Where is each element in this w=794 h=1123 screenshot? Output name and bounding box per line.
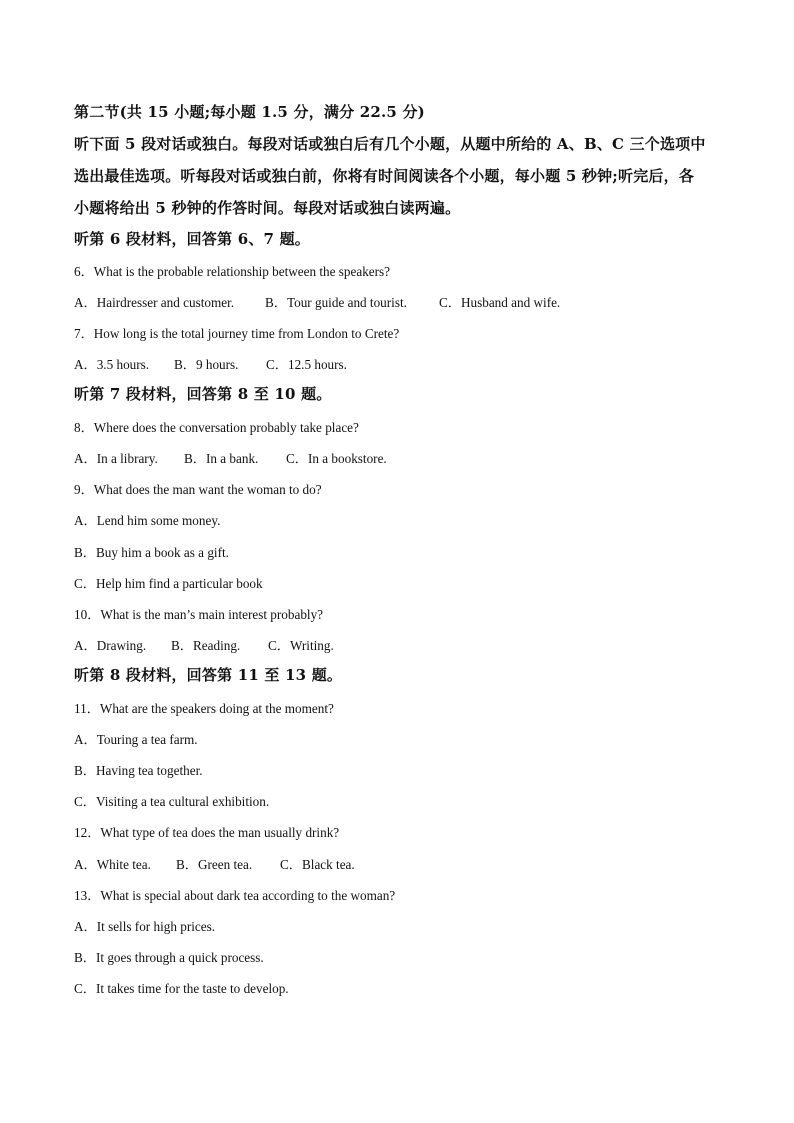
question-10-stem: 10．What is the man’s main interest probably? bbox=[74, 607, 324, 622]
question-7-option-c: C．12.5 hours. bbox=[266, 357, 347, 372]
question-8-option-b: B．In a bank. bbox=[184, 451, 259, 466]
question-8-options bbox=[74, 448, 387, 467]
question-9-stem: 9．What does the man want the woman to do? bbox=[74, 482, 322, 497]
question-6-option-a: A．Hairdresser and customer. bbox=[74, 295, 235, 310]
group-title-6: 听第 6 段材料，回答第 6、7 题。 bbox=[74, 230, 311, 248]
instructions-line-3: 小题将给出 5 秒钟的作答时间。每段对话或独白读两遍。 bbox=[74, 199, 461, 217]
question-11-option-b: B．Having tea together. bbox=[74, 763, 203, 778]
question-7-options bbox=[74, 354, 347, 373]
question-11-option-a: A．Touring a tea farm. bbox=[74, 732, 198, 747]
question-7-option-b: B．9 hours. bbox=[174, 357, 239, 372]
question-10-option-b: B．Reading. bbox=[171, 638, 241, 653]
question-6-option-c: C．Husband and wife. bbox=[439, 295, 561, 310]
section-heading: 第二节(共 15 小题;每小题 1.5 分，满分 22.5 分) bbox=[74, 103, 425, 121]
question-8-option-c: C．In a bookstore. bbox=[286, 451, 387, 466]
question-13-option-b: B．It goes through a quick process. bbox=[74, 950, 264, 965]
instructions-line-2: 选出最佳选项。听每段对话或独白前，你将有时间阅读各个小题，每小题 5 秒钟;听完后，各 bbox=[74, 167, 695, 185]
question-9-option-b: B．Buy him a book as a gift. bbox=[74, 545, 229, 560]
question-12-option-a: A．White tea. bbox=[74, 857, 151, 872]
question-11-option-c: C．Visiting a tea cultural exhibition. bbox=[74, 794, 270, 809]
question-6-options bbox=[74, 292, 560, 311]
question-13-option-c: C．It takes time for the taste to develop. bbox=[74, 981, 289, 996]
group-title-8: 听第 8 段材料，回答第 11 至 13 题。 bbox=[74, 666, 343, 684]
question-12-options bbox=[74, 854, 355, 873]
group-title-7: 听第 7 段材料，回答第 8 至 10 题。 bbox=[74, 385, 332, 403]
question-12-option-b: B．Green tea. bbox=[176, 857, 253, 872]
question-6-stem: 6．What is the probable relationship between the speakers? bbox=[74, 264, 391, 279]
question-8-stem: 8．Where does the conversation probably take place? bbox=[74, 420, 359, 435]
question-12-option-c: C．Black tea. bbox=[280, 857, 355, 872]
question-9-option-a: A．Lend him some money. bbox=[74, 513, 221, 528]
instructions-line-1: 听下面 5 段对话或独白。每段对话或独白后有几个小题，从题中所给的 A、B、C 三个选项中 bbox=[74, 135, 706, 153]
question-10-options bbox=[74, 635, 334, 654]
question-11-stem: 11．What are the speakers doing at the moment? bbox=[74, 701, 334, 716]
question-8-option-a: A．In a library. bbox=[74, 451, 158, 466]
question-13-stem: 13．What is special about dark tea according to the woman? bbox=[74, 888, 396, 903]
question-10-option-c: C．Writing. bbox=[268, 638, 334, 653]
question-6-option-b: B．Tour guide and tourist. bbox=[265, 295, 407, 310]
question-7-option-a: A．3.5 hours. bbox=[74, 357, 150, 372]
question-13-option-a: A．It sells for high prices. bbox=[74, 919, 216, 934]
question-12-stem: 12．What type of tea does the man usually drink? bbox=[74, 825, 340, 840]
question-10-option-a: A．Drawing. bbox=[74, 638, 147, 653]
question-7-stem: 7．How long is the total journey time from London to Crete? bbox=[74, 326, 400, 341]
question-9-option-c: C．Help him find a particular book bbox=[74, 576, 263, 591]
